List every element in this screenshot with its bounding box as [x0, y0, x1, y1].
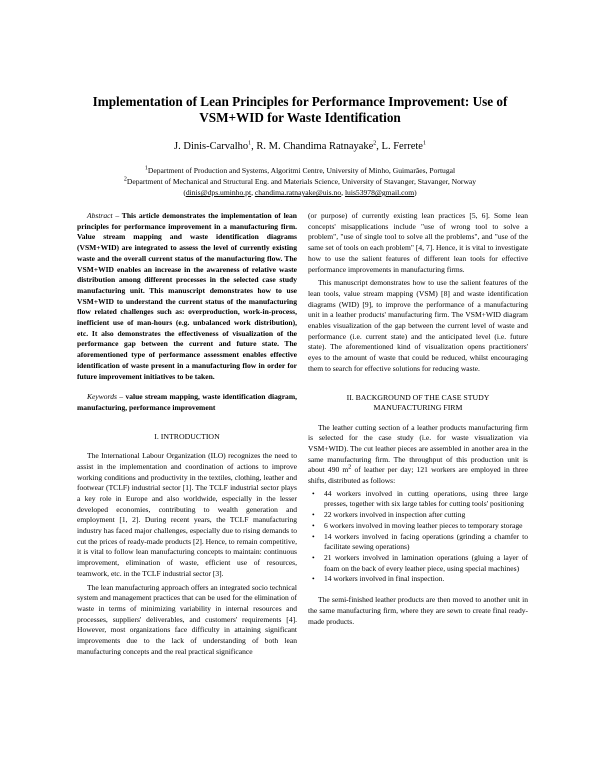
- keywords: [77, 392, 297, 413]
- email-separator: ,: [341, 188, 345, 197]
- section-heading-line: II. BACKGROUND OF THE CASE STUDY: [346, 392, 490, 402]
- list-item: • 22 workers involved in inspection after cutting: [324, 510, 528, 521]
- right-column: [308, 211, 528, 627]
- affiliation-line: [20, 176, 580, 187]
- author-superscript: 1: [248, 140, 252, 147]
- background-paragraph-2: The semi-finished leather products are then moved to another unit in the same manufacturing firm, where they are sewn to create final ready-made products.: [308, 595, 528, 626]
- author-separator: ,: [251, 141, 257, 152]
- list-item: • 14 workers involved in final inspection.: [324, 574, 528, 585]
- section-heading-line: MANUFACTURING FIRM: [373, 403, 463, 413]
- author-name: L. Ferrete: [381, 141, 423, 152]
- author-name: R. M. Chandima Ratnayake: [256, 141, 374, 152]
- list-item: • 44 workers involved in cutting operations, using three large presses, together with six large tables for cutting tools' positioning: [324, 489, 528, 510]
- abstract-label: Abstract –: [87, 211, 120, 220]
- paragraph-text: The leather cutting section of a leather products manufacturing firm is selected for the case study (i.e. for waste visualization via VSM+WID). The cut leather pieces are assembled in another area in the same manufacturing firm. The throughput of this production unit is about 490 m: [308, 422, 528, 475]
- email-separator: ,: [251, 188, 255, 197]
- intro-paragraph-continued: (or purpose) of currently existing lean practices [5, 6]. Some lean concepts' misapplications include "use of wrong tool to solve a problem", "use of single tool to solve all the problems", and "use of the same set of tools on each problem" [4, 7]. Hence, it is vital to investigate how to use the salient features of different lean tools for effective performance improvements in manufacturing firms.: [308, 211, 528, 274]
- list-item: • 21 workers involved in lamination operations (gluing a layer of foam on the back of every leather piece, using special machines): [324, 553, 528, 574]
- background-paragraph-1: [308, 423, 528, 487]
- unit-superscript: 2: [348, 464, 352, 471]
- affiliation-superscript: 2: [123, 176, 127, 183]
- author-list: [60, 140, 540, 153]
- keywords-text: value stream mapping, waste identification diagram, manufacturing, performance improvement: [77, 392, 297, 412]
- email-paren: ): [414, 188, 417, 197]
- abstract-text: This article demonstrates the implementation of lean principles for performance improvement in a manufacturing firm. Value stream mapping and waste identification diagrams (VSM+WID) are integrated to assess the level of currently existing waste and the overall current status of the manufacturing flow. The VSM+WID enables an increase in the awareness of relative waste distribution among different processes in the selected case study manufacturing unit. This manuscript demonstrates how to use VSM+WID to understand the current status of the manufacturing flow related challenges such as: overproduction, work-in-process, inefficient use of man-hours (e.g. unbalanced work distribution), etc. It also demonstrates the effectiveness of visualization of the performance gap between the current and future state. The aforementioned type of performance assessment enables effective identification of waste present in a manufacturing flow in order for future improvement initiatives to be taken.: [77, 211, 297, 381]
- affiliation-text: Department of Production and Systems, Algoritmi Centre, University of Minho, Guimarães, Portugal: [147, 166, 456, 175]
- email-line: [20, 187, 580, 198]
- author-separator: ,: [376, 141, 382, 152]
- worker-distribution-list: [308, 489, 528, 585]
- paragraph-text: of leather per day; 121 workers are employed in three shifts, distributed as follows:: [308, 465, 528, 486]
- intro-paragraph-1: The International Labour Organization (ILO) recognizes the need to assist in the implementation and coordination of actions to improve working conditions and productivity in the textiles, clothing, leather and footwear (TCLF) industrial sector [1]. The TCLF industrial sector plays a key role in Europe and also worldwide, especially in the lesser developed economies, contributing to wealth generation and employment [1, 2]. During recent years, the TCLF manufacturing industry has faced major challenges, especially due to rising demands to cut the prices of ready-made products [2]. Hence, to remain competitive, it is vital to follow lean manufacturing concepts to maintain: continuous improvement, elimination of waste, efficient use of resources, teamwork, etc. in the TCLF industrial sector [3].: [77, 451, 297, 578]
- email-link[interactable]: luis53978@gmail.com: [344, 188, 415, 197]
- list-item: • 14 workers involved in facing operations (grinding a chamfer to facilitate sewing operations): [324, 532, 528, 553]
- email-link[interactable]: chandima.ratnayake@uis.no: [254, 188, 342, 197]
- section-heading-introduction: I. INTRODUCTION: [154, 431, 220, 441]
- abstract: [77, 211, 297, 382]
- affiliations: [20, 165, 580, 198]
- author-superscript: 2: [373, 140, 377, 147]
- email-paren: (: [183, 188, 186, 197]
- section-heading-background: [308, 393, 528, 414]
- email-link[interactable]: dinis@dps.uminho.pt: [185, 188, 252, 197]
- intro-paragraph-3: This manuscript demonstrates how to use the salient features of the lean tools, value stream mapping (VSM) [8] and waste identification diagrams (WID) [9], to improve the performance of a manufacturing unit in a leather products' manufacturing firm. The VSM+WID diagram enables visualization of the gap between the current level of waste and performance (i.e. current state) and the anticipated level (i.e. future state). The aforementioned kind of visualization opens practitioners' eyes to the amount of waste that could be reduced, whilst encouraging them to search for effective solutions for reducing waste.: [308, 278, 528, 373]
- author-superscript: 1: [422, 140, 426, 147]
- author-name: J. Dinis-Carvalho: [174, 141, 249, 152]
- affiliation-text: Department of Mechanical and Structural Eng. and Materials Science, University of Stavanger, Stavanger, Norway: [126, 177, 477, 186]
- list-item: • 6 workers involved in moving leather pieces to temporary storage: [324, 521, 528, 532]
- paper-title: Implementation of Lean Principles for Performance Improvement: Use of VSM+WID for Waste Identification: [92, 94, 508, 125]
- affiliation-superscript: 1: [144, 165, 148, 172]
- affiliation-line: [20, 165, 580, 176]
- left-column: [77, 211, 297, 658]
- keywords-label: Keywords –: [87, 392, 124, 402]
- intro-paragraph-2: The lean manufacturing approach offers an integrated socio technical system and management practices that can be used for the elimination of waste in terms of minimizing variability in internal resources and processes, suppliers' deliverables, and customers' requirements [4]. However, most organizations face difficulty in attaining significant improvements due to the lack of understanding of both lean manufacturing concepts and the real practical significance: [77, 582, 297, 656]
